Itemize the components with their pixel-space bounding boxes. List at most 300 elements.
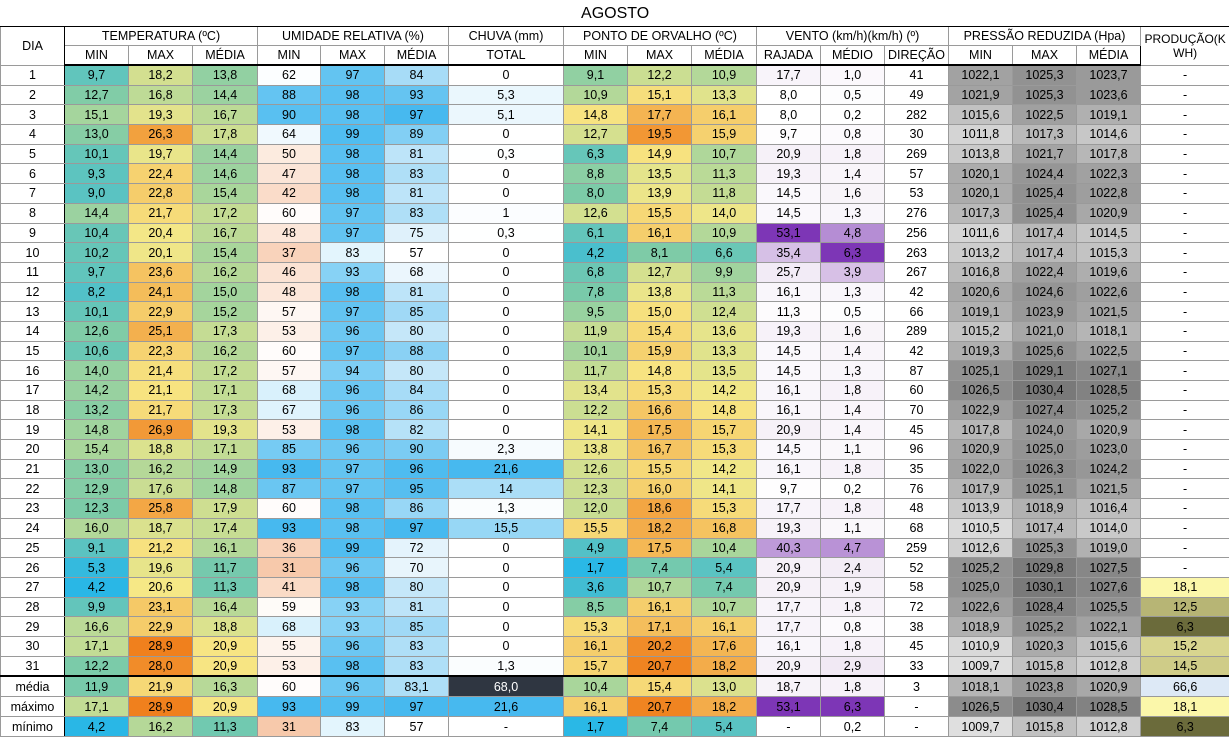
data-cell: 13,8 (628, 282, 692, 302)
data-cell: 1014,0 (1077, 518, 1141, 538)
data-cell: 20,9 (757, 144, 821, 164)
table-row (1, 262, 1229, 282)
subheader: MAX (321, 46, 385, 66)
data-cell: 16,1 (193, 538, 258, 558)
data-cell: 70 (385, 558, 449, 578)
summary-cell: 16,3 (193, 676, 258, 697)
summary-cell: 3 (885, 676, 949, 697)
data-cell: 16,1 (692, 105, 757, 125)
data-cell: 19,3 (757, 321, 821, 341)
data-cell: 1019,0 (1077, 538, 1141, 558)
table-row (1, 558, 1229, 578)
data-cell: 5,4 (692, 558, 757, 578)
summary-cell: 6,3 (1141, 717, 1229, 737)
data-cell: - (1141, 262, 1229, 282)
data-cell: 67 (258, 400, 321, 420)
data-cell: 1,8 (821, 144, 885, 164)
data-cell: 5,1 (449, 105, 564, 125)
subheader: MÉDIO (821, 46, 885, 66)
summary-cell: 20,7 (628, 697, 692, 717)
summary-cell: 68,0 (449, 676, 564, 697)
data-cell: 1,0 (821, 65, 885, 85)
day-cell: 18 (1, 400, 65, 420)
subheader: MAX (628, 46, 692, 66)
data-cell: 98 (321, 282, 385, 302)
data-cell: 10,7 (628, 577, 692, 597)
data-cell: 1015,6 (949, 105, 1013, 125)
data-cell: 93 (321, 597, 385, 617)
data-cell: 0 (449, 400, 564, 420)
data-cell: 0 (449, 341, 564, 361)
data-cell: 17,1 (193, 381, 258, 401)
data-cell: 13,6 (692, 321, 757, 341)
summary-cell: - (757, 717, 821, 737)
data-cell: 1020,6 (949, 282, 1013, 302)
data-cell: 6,8 (564, 262, 628, 282)
data-cell: 14,6 (193, 164, 258, 184)
subheader: MIN (564, 46, 628, 66)
data-cell: 16,8 (692, 518, 757, 538)
table-row (1, 105, 1229, 125)
data-cell: 90 (258, 105, 321, 125)
data-cell: 57 (258, 302, 321, 322)
data-cell: 15,7 (692, 420, 757, 440)
summary-row (1, 676, 1229, 697)
data-cell: 16,2 (129, 459, 193, 479)
data-cell: 6,1 (564, 223, 628, 243)
data-cell: 14,5 (757, 203, 821, 223)
data-cell: 11,9 (564, 321, 628, 341)
data-cell: 55 (258, 636, 321, 656)
data-cell: 25,1 (129, 321, 193, 341)
data-cell: 14,4 (193, 85, 258, 105)
data-cell: 0,5 (821, 85, 885, 105)
data-cell: 28,9 (129, 636, 193, 656)
summary-cell: 6,3 (821, 697, 885, 717)
data-cell: 16,1 (628, 223, 692, 243)
data-cell: 12,3 (564, 479, 628, 499)
data-cell: 9,5 (564, 302, 628, 322)
data-cell: 1029,1 (1013, 361, 1077, 381)
data-cell: 3,9 (821, 262, 885, 282)
data-cell: 53 (258, 656, 321, 676)
data-cell: 4,2 (65, 577, 129, 597)
data-cell: 12,2 (564, 400, 628, 420)
data-cell: 28,0 (129, 656, 193, 676)
data-cell: 15,9 (692, 125, 757, 145)
data-cell: 1025,6 (1013, 341, 1077, 361)
data-cell: 7,8 (564, 282, 628, 302)
summary-cell: 15,4 (628, 676, 692, 697)
data-cell: 0 (449, 302, 564, 322)
data-cell: 14,5 (1141, 656, 1229, 676)
data-cell: 1020,9 (1077, 420, 1141, 440)
data-cell: 14,5 (757, 361, 821, 381)
data-cell: 9,7 (757, 479, 821, 499)
day-cell: 10 (1, 243, 65, 263)
data-cell: 17,7 (757, 65, 821, 85)
data-cell: 9,3 (65, 164, 129, 184)
data-cell: 14,4 (193, 144, 258, 164)
data-cell: 15,3 (692, 440, 757, 460)
data-cell: 10,2 (65, 243, 129, 263)
data-cell: - (1141, 459, 1229, 479)
data-cell: 98 (321, 164, 385, 184)
data-cell: 20,7 (628, 656, 692, 676)
data-cell: 1022,8 (1077, 184, 1141, 204)
data-cell: 17,1 (193, 440, 258, 460)
data-cell: 1021,0 (1013, 321, 1077, 341)
data-cell: 22,9 (129, 617, 193, 637)
data-cell: 50 (258, 144, 321, 164)
data-cell: 14,0 (692, 203, 757, 223)
data-cell: 83 (321, 243, 385, 263)
data-cell: 4,9 (564, 538, 628, 558)
data-cell: - (1141, 223, 1229, 243)
data-cell: - (1141, 518, 1229, 538)
day-cell: 4 (1, 125, 65, 145)
table-row (1, 144, 1229, 164)
data-cell: 10,1 (65, 302, 129, 322)
data-cell: 1022,5 (1013, 105, 1077, 125)
data-cell: 35 (885, 459, 949, 479)
data-cell: 93 (321, 262, 385, 282)
summary-cell: 53,1 (757, 697, 821, 717)
data-cell: 16,1 (757, 381, 821, 401)
subheader: MÉDIA (1077, 46, 1141, 66)
data-cell: 97 (321, 65, 385, 85)
data-cell: 15,4 (193, 243, 258, 263)
data-cell: 96 (385, 459, 449, 479)
data-cell: 17,6 (129, 479, 193, 499)
data-cell: 10,9 (564, 85, 628, 105)
data-cell: 22,4 (129, 164, 193, 184)
data-cell: 85 (385, 302, 449, 322)
data-cell: 15,4 (628, 321, 692, 341)
data-cell: 98 (321, 420, 385, 440)
data-cell: 46 (258, 262, 321, 282)
data-cell: 1022,6 (1077, 282, 1141, 302)
data-cell: 21,4 (129, 361, 193, 381)
summary-cell: 93 (258, 697, 321, 717)
data-cell: 84 (385, 381, 449, 401)
data-cell: 1025,2 (1013, 617, 1077, 637)
data-cell: 68 (385, 262, 449, 282)
data-cell: 98 (321, 105, 385, 125)
data-cell: 15,7 (564, 656, 628, 676)
table-row (1, 656, 1229, 676)
summary-cell: 4,2 (65, 717, 129, 737)
data-cell: - (1141, 558, 1229, 578)
summary-cell: 5,4 (692, 717, 757, 737)
data-cell: 13,8 (564, 440, 628, 460)
data-cell: 2,4 (821, 558, 885, 578)
data-cell: 16,1 (628, 597, 692, 617)
summary-label: média (1, 676, 65, 697)
data-cell: 0 (449, 636, 564, 656)
day-cell: 30 (1, 636, 65, 656)
data-cell: 18,1 (1141, 577, 1229, 597)
data-cell: - (1141, 400, 1229, 420)
data-cell: 12,3 (65, 499, 129, 519)
day-cell: 11 (1, 262, 65, 282)
data-cell: 1025,3 (1013, 65, 1077, 85)
data-cell: 20,9 (193, 656, 258, 676)
data-cell: 269 (885, 144, 949, 164)
data-cell: 90 (385, 440, 449, 460)
table-row (1, 577, 1229, 597)
data-cell: 18,2 (129, 65, 193, 85)
data-cell: 57 (885, 164, 949, 184)
data-cell: 1022,3 (1077, 164, 1141, 184)
table-row (1, 538, 1229, 558)
data-cell: - (1141, 361, 1229, 381)
summary-cell: 99 (321, 697, 385, 717)
data-cell: 20,6 (129, 577, 193, 597)
data-cell: 66 (885, 302, 949, 322)
data-cell: 40,3 (757, 538, 821, 558)
header-umidade: UMIDADE RELATIVA (%) (258, 27, 449, 46)
summary-cell: 1009,7 (949, 717, 1013, 737)
header-dia: DIA (1, 27, 65, 66)
data-cell: 18,8 (129, 440, 193, 460)
data-cell: 1026,3 (1013, 459, 1077, 479)
summary-cell: 21,9 (129, 676, 193, 697)
table-row (1, 440, 1229, 460)
data-cell: 1025,0 (949, 577, 1013, 597)
data-cell: 93 (258, 518, 321, 538)
data-cell: 17,1 (628, 617, 692, 637)
data-cell: 16,7 (628, 440, 692, 460)
data-cell: 1009,7 (949, 656, 1013, 676)
summary-cell: 16,2 (129, 717, 193, 737)
data-cell: 1023,9 (1013, 302, 1077, 322)
data-cell: 97 (321, 341, 385, 361)
summary-cell: 13,0 (692, 676, 757, 697)
data-cell: 1,3 (821, 203, 885, 223)
data-cell: 19,3 (757, 164, 821, 184)
subheader: RAJADA (757, 46, 821, 66)
data-cell: 17,5 (628, 538, 692, 558)
data-cell: 4,7 (821, 538, 885, 558)
data-cell: 86 (385, 499, 449, 519)
day-cell: 3 (1, 105, 65, 125)
data-cell: 49 (885, 85, 949, 105)
table-row (1, 282, 1229, 302)
data-cell: 96 (321, 636, 385, 656)
data-cell: 16,1 (757, 636, 821, 656)
data-cell: 99 (321, 125, 385, 145)
data-cell: 0 (449, 164, 564, 184)
data-cell: 58 (885, 577, 949, 597)
data-cell: 53 (885, 184, 949, 204)
data-cell: 17,7 (757, 597, 821, 617)
data-cell: 14,2 (65, 381, 129, 401)
header-pressao: PRESSÃO REDUZIDA (Hpa) (949, 27, 1141, 46)
subheader: MAX (129, 46, 193, 66)
data-cell: - (1141, 302, 1229, 322)
data-cell: 19,3 (193, 420, 258, 440)
data-cell: 18,2 (692, 656, 757, 676)
data-cell: 7,4 (692, 577, 757, 597)
data-cell: 1025,4 (1013, 203, 1077, 223)
data-cell: 9,0 (65, 184, 129, 204)
data-cell: 87 (258, 479, 321, 499)
data-cell: - (1141, 184, 1229, 204)
data-cell: 12,6 (65, 321, 129, 341)
data-cell: 13,4 (564, 381, 628, 401)
data-cell: 18,2 (628, 518, 692, 538)
data-cell: 19,3 (757, 518, 821, 538)
data-cell: 1,4 (821, 341, 885, 361)
data-cell: 1025,1 (1013, 479, 1077, 499)
data-cell: 99 (321, 538, 385, 558)
day-cell: 20 (1, 440, 65, 460)
data-cell: 10,9 (692, 223, 757, 243)
data-cell: 14,8 (65, 420, 129, 440)
summary-cell: 17,1 (65, 697, 129, 717)
day-cell: 1 (1, 65, 65, 85)
data-cell: 1,8 (821, 499, 885, 519)
data-cell: 6,3 (821, 243, 885, 263)
data-cell: 96 (885, 440, 949, 460)
data-cell: 18,8 (193, 617, 258, 637)
data-cell: 87 (885, 361, 949, 381)
day-cell: 21 (1, 459, 65, 479)
data-cell: 12,5 (1141, 597, 1229, 617)
table-row (1, 479, 1229, 499)
data-cell: 10,9 (692, 65, 757, 85)
summary-cell: 83 (321, 717, 385, 737)
data-cell: 98 (321, 144, 385, 164)
data-cell: 1,7 (564, 558, 628, 578)
data-cell: 20,9 (757, 577, 821, 597)
data-cell: 97 (321, 223, 385, 243)
data-cell: 0 (449, 321, 564, 341)
data-cell: 1016,4 (1077, 499, 1141, 519)
data-cell: 10,6 (65, 341, 129, 361)
data-cell: 11,7 (193, 558, 258, 578)
data-cell: 8,5 (564, 597, 628, 617)
summary-cell: 18,1 (1141, 697, 1229, 717)
data-cell: 57 (385, 243, 449, 263)
data-cell: 1013,9 (949, 499, 1013, 519)
day-cell: 26 (1, 558, 65, 578)
data-cell: - (1141, 144, 1229, 164)
data-cell: 17,2 (193, 361, 258, 381)
data-cell: - (1141, 538, 1229, 558)
data-cell: 16,6 (65, 617, 129, 637)
summary-cell: 16,1 (564, 697, 628, 717)
data-cell: - (1141, 85, 1229, 105)
data-cell: 0 (449, 538, 564, 558)
summary-cell: 1,8 (821, 676, 885, 697)
data-cell: 1029,8 (1013, 558, 1077, 578)
data-cell: 1017,4 (1013, 518, 1077, 538)
summary-cell: 1020,9 (1077, 676, 1141, 697)
data-cell: 98 (321, 577, 385, 597)
data-cell: 15,5 (449, 518, 564, 538)
data-cell: 0,8 (821, 125, 885, 145)
data-cell: 1025,2 (949, 558, 1013, 578)
data-cell: 11,3 (692, 282, 757, 302)
data-cell: 1023,7 (1077, 65, 1141, 85)
data-cell: 14,8 (628, 361, 692, 381)
day-cell: 12 (1, 282, 65, 302)
data-cell: 14,2 (692, 459, 757, 479)
summary-cell: 97 (385, 697, 449, 717)
data-cell: 22,3 (129, 341, 193, 361)
subheader: DIREÇÃO (885, 46, 949, 66)
data-cell: 15,5 (564, 518, 628, 538)
data-cell: 1025,2 (1077, 400, 1141, 420)
data-cell: 1012,6 (949, 538, 1013, 558)
data-cell: 0 (449, 184, 564, 204)
data-cell: 16,2 (193, 341, 258, 361)
data-cell: 16,1 (692, 617, 757, 637)
data-cell: - (1141, 105, 1229, 125)
data-cell: 14,9 (193, 459, 258, 479)
data-cell: 41 (258, 577, 321, 597)
data-cell: 1010,9 (949, 636, 1013, 656)
data-cell: 263 (885, 243, 949, 263)
data-cell: 0 (449, 243, 564, 263)
data-cell: 267 (885, 262, 949, 282)
data-cell: 12,6 (564, 203, 628, 223)
data-cell: 1,3 (449, 656, 564, 676)
data-cell: 0 (449, 558, 564, 578)
data-cell: 17,8 (193, 125, 258, 145)
data-cell: 36 (258, 538, 321, 558)
data-cell: 1019,1 (949, 302, 1013, 322)
data-cell: 98 (321, 499, 385, 519)
data-cell: 1017,4 (1013, 243, 1077, 263)
summary-cell: 18,7 (757, 676, 821, 697)
data-cell: 96 (321, 381, 385, 401)
data-cell: 15,5 (628, 203, 692, 223)
data-cell: 33 (885, 656, 949, 676)
data-cell: 1018,9 (949, 617, 1013, 637)
header-vento: VENTO (km/h)(km/h) (º) (757, 27, 949, 46)
data-cell: - (1141, 440, 1229, 460)
data-cell: 6,3 (1141, 617, 1229, 637)
data-cell: 76 (885, 479, 949, 499)
data-cell: 1014,6 (1077, 125, 1141, 145)
day-cell: 15 (1, 341, 65, 361)
table-row (1, 321, 1229, 341)
data-cell: 1021,9 (949, 85, 1013, 105)
data-cell: - (1141, 341, 1229, 361)
data-cell: 75 (385, 223, 449, 243)
data-cell: 11,8 (692, 184, 757, 204)
data-cell: 85 (258, 440, 321, 460)
data-cell: 48 (885, 499, 949, 519)
data-cell: 5,3 (65, 558, 129, 578)
data-cell: 35,4 (757, 243, 821, 263)
data-cell: - (1141, 164, 1229, 184)
data-cell: 13,0 (65, 125, 129, 145)
data-cell: 1022,0 (949, 459, 1013, 479)
table-row (1, 223, 1229, 243)
data-cell: 1,8 (821, 459, 885, 479)
data-cell: 0 (449, 420, 564, 440)
data-cell: 25,7 (757, 262, 821, 282)
data-cell: 17,7 (628, 105, 692, 125)
header-temperatura: TEMPERATURA (ºC) (65, 27, 258, 46)
summary-cell: 1028,5 (1077, 697, 1141, 717)
data-cell: 52 (885, 558, 949, 578)
data-cell: 17,3 (193, 321, 258, 341)
